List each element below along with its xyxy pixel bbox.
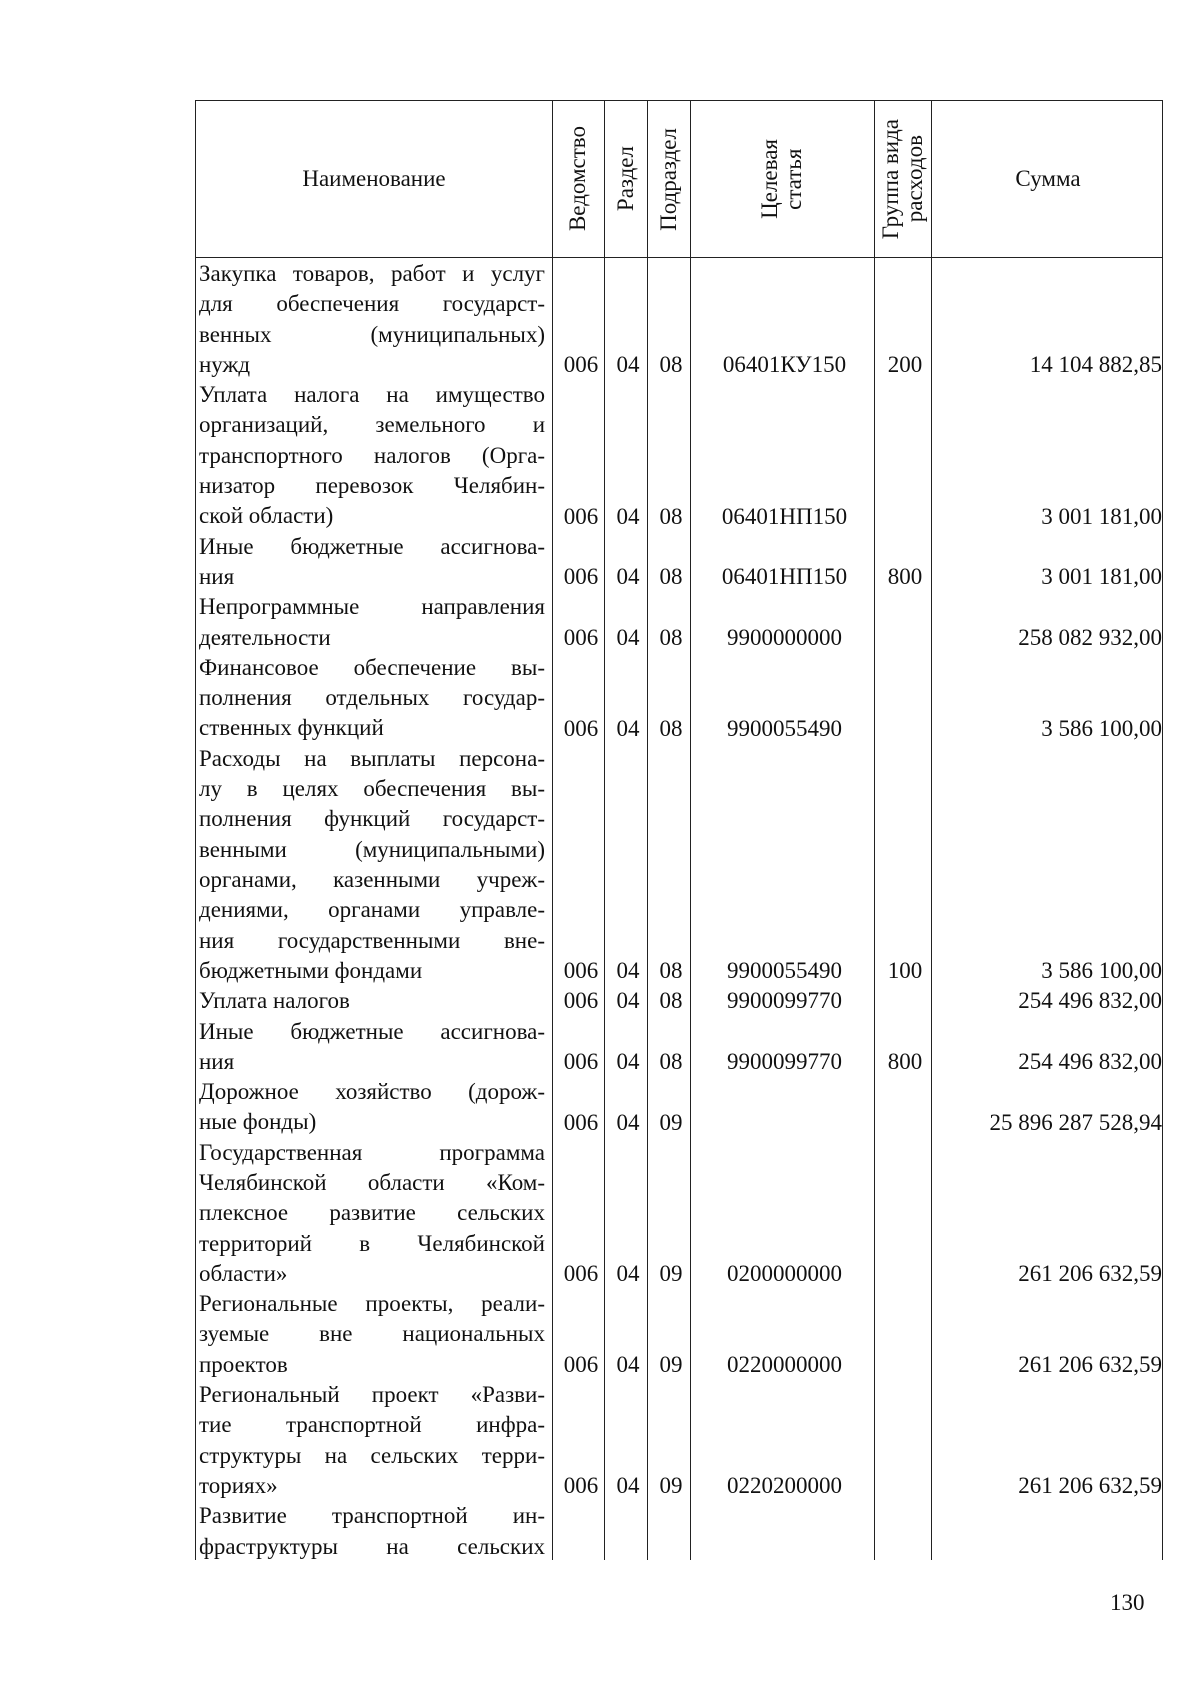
row-sum: 3 586 100,00	[1041, 715, 1162, 741]
row-ved: 006	[563, 715, 599, 741]
row-name	[199, 532, 545, 593]
row-name	[199, 744, 545, 986]
row-pod: 09	[659, 1473, 683, 1499]
row-cel: 0220000000	[727, 1352, 842, 1378]
budget-table	[195, 100, 1163, 1560]
row-name-line: венными (муниципальными)	[199, 836, 545, 862]
row-raz: 04	[616, 715, 640, 741]
row-name-line: Региональный проект «Разви-	[199, 1382, 545, 1408]
row-name-line: Иные бюджетные ассигнова-	[199, 1018, 545, 1044]
row-pod: 08	[659, 715, 683, 741]
header-vedomstvo-label: Ведомство	[565, 126, 591, 232]
row-name-line: Развитие транспортной ин-	[199, 1503, 545, 1529]
row-name-line: венных (муниципальных)	[199, 321, 545, 347]
row-raz: 04	[616, 503, 640, 529]
row-ved: 006	[563, 1473, 599, 1499]
row-name-line: ториях»	[199, 1472, 278, 1498]
row-name-line: дениями, органами управле-	[199, 897, 545, 923]
row-pod: 08	[659, 1049, 683, 1075]
row-name	[199, 1380, 545, 1501]
row-name-line: ской области)	[199, 503, 334, 529]
row-cel: 06401НП150	[721, 503, 848, 529]
header-name	[196, 101, 552, 257]
row-grp: 800	[887, 564, 923, 590]
header-celevaya-label	[758, 139, 806, 219]
row-pod: 08	[659, 988, 683, 1014]
table-row	[196, 1138, 1164, 1290]
table-row	[196, 1380, 1164, 1501]
header-name-label: Наименование	[302, 166, 446, 191]
row-sum: 254 496 832,00	[1018, 1049, 1162, 1075]
row-name-line: полнения функций государст-	[199, 806, 545, 832]
row-pod: 08	[659, 564, 683, 590]
row-name-line: Челябинской области «Ком-	[199, 1169, 545, 1195]
row-raz: 04	[616, 624, 640, 650]
row-ved: 006	[563, 1261, 599, 1287]
table-row	[196, 986, 1164, 1016]
row-sum: 254 496 832,00	[1018, 988, 1162, 1014]
row-name-line: Расходы на выплаты персона-	[199, 745, 545, 771]
row-ved: 006	[563, 958, 599, 984]
row-name	[199, 1077, 545, 1138]
row-name-line: полнения отдельных государ-	[199, 685, 545, 711]
row-grp: 100	[887, 958, 923, 984]
row-name-line: области»	[199, 1260, 288, 1286]
row-cel: 06401НП150	[721, 564, 848, 590]
row-raz: 04	[616, 1261, 640, 1287]
table-row	[196, 592, 1164, 653]
header-gruppa-line2: расходов	[902, 135, 927, 223]
row-ved: 006	[563, 624, 599, 650]
header-gruppa-label	[879, 119, 927, 239]
header-razdel-label: Раздел	[612, 146, 638, 212]
row-name-line: низатор перевозок Челябин-	[199, 473, 545, 499]
row-pod: 08	[659, 624, 683, 650]
row-name-line: Дорожное хозяйство (дорож-	[199, 1079, 545, 1105]
row-name	[199, 1017, 545, 1078]
header-summa-label: Сумма	[1015, 166, 1081, 191]
row-name-line: Уплата налогов	[199, 988, 350, 1014]
row-ved: 006	[563, 988, 599, 1014]
row-cel: 0200000000	[727, 1261, 842, 1287]
row-pod: 08	[659, 503, 683, 529]
row-name-line: Уплата налога на имущество	[199, 382, 545, 408]
row-name-line: деятельности	[199, 624, 331, 650]
row-raz: 04	[616, 352, 640, 378]
row-raz: 04	[616, 1049, 640, 1075]
row-name	[199, 592, 545, 653]
header-razdel	[605, 101, 647, 257]
row-name-line: нужд	[199, 351, 251, 377]
row-name-line: структуры на сельских терри-	[199, 1442, 545, 1468]
row-name-line: тие транспортной инфра-	[199, 1412, 545, 1438]
row-sum: 3 586 100,00	[1041, 958, 1162, 984]
table-row	[196, 259, 1164, 380]
row-sum: 14 104 882,85	[1029, 352, 1162, 378]
row-raz: 04	[616, 1352, 640, 1378]
table-row	[196, 532, 1164, 593]
row-grp: 800	[887, 1049, 923, 1075]
row-name	[199, 1501, 545, 1562]
row-name-line: Финансовое обеспечение вы-	[199, 654, 545, 680]
row-name-line: транспортного налогов (Орга-	[199, 442, 545, 468]
row-cel: 9900099770	[727, 988, 842, 1014]
row-raz: 04	[616, 988, 640, 1014]
row-raz: 04	[616, 1473, 640, 1499]
row-ved: 006	[563, 1049, 599, 1075]
table-row	[196, 1077, 1164, 1138]
row-name-line: ные фонды)	[199, 1109, 317, 1135]
row-name-line: ния	[199, 1048, 235, 1074]
row-name-line: территорий в Челябинской	[199, 1230, 545, 1256]
row-pod: 09	[659, 1109, 683, 1135]
row-pod: 08	[659, 958, 683, 984]
row-sum: 261 206 632,59	[1018, 1473, 1162, 1499]
row-name-line: фраструктуры на сельских	[199, 1533, 545, 1559]
header-celevaya-line2: статья	[781, 148, 807, 210]
row-name-line: Региональные проекты, реали-	[199, 1291, 545, 1317]
row-sum: 261 206 632,59	[1018, 1261, 1162, 1287]
row-name	[199, 1289, 545, 1380]
row-cel: 9900055490	[727, 715, 842, 741]
row-name-line: Непрограммные направления	[199, 594, 545, 620]
row-cel: 0220200000	[727, 1473, 842, 1499]
row-pod: 09	[659, 1261, 683, 1287]
header-celevaya	[691, 101, 874, 257]
row-cel: 9900055490	[727, 958, 842, 984]
row-name-line: органами, казенными учреж-	[199, 866, 545, 892]
header-podrazdel	[648, 101, 690, 257]
page-number: 130	[1110, 1590, 1145, 1615]
row-name-line: для обеспечения государст-	[199, 291, 545, 317]
row-sum: 261 206 632,59	[1018, 1352, 1162, 1378]
table-row	[196, 744, 1164, 986]
row-name-line: организаций, земельного и	[199, 412, 545, 438]
header-podrazdel-label: Подраздел	[655, 127, 681, 231]
row-cel: 9900099770	[727, 1049, 842, 1075]
header-gruppa-line1: Группа вида	[877, 118, 903, 240]
row-name-line: Иные бюджетные ассигнова-	[199, 533, 545, 559]
row-ved: 006	[563, 1352, 599, 1378]
row-ved: 006	[563, 503, 599, 529]
row-pod: 08	[659, 352, 683, 378]
header-divider	[196, 257, 1162, 258]
row-pod: 09	[659, 1352, 683, 1378]
row-sum: 25 896 287 528,94	[989, 1109, 1162, 1135]
row-name	[199, 380, 545, 531]
row-grp: 200	[887, 352, 923, 378]
row-name	[199, 653, 545, 744]
row-name-line: плексное развитие сельских	[199, 1200, 545, 1226]
table-row	[196, 380, 1164, 532]
row-name-line: ния	[199, 563, 235, 589]
row-name-line: лу в целях обеспечения вы-	[199, 776, 545, 802]
header-vedomstvo	[553, 101, 604, 257]
row-ved: 006	[563, 1109, 599, 1135]
row-name-line: ния государственными вне-	[199, 927, 545, 953]
table-row	[196, 1289, 1164, 1380]
row-name-line: ственных функций	[199, 715, 384, 741]
table-row	[196, 653, 1164, 744]
row-cel: 06401КУ150	[722, 352, 847, 378]
row-sum: 3 001 181,00	[1041, 564, 1162, 590]
row-name	[199, 1138, 545, 1289]
row-name-line: зуемые вне национальных	[199, 1321, 545, 1347]
row-name-line: бюджетными фондами	[199, 957, 423, 983]
row-name-line: проектов	[199, 1351, 288, 1377]
row-ved: 006	[563, 564, 599, 590]
row-raz: 04	[616, 1109, 640, 1135]
row-cel: 9900000000	[727, 624, 842, 650]
row-name-line: Государственная программа	[199, 1139, 545, 1165]
row-raz: 04	[616, 958, 640, 984]
header-gruppa	[875, 101, 931, 257]
table-row	[196, 1017, 1164, 1078]
row-raz: 04	[616, 564, 640, 590]
row-name	[199, 986, 545, 1016]
row-name-line: Закупка товаров, работ и услуг	[199, 261, 545, 286]
table-row	[196, 1501, 1164, 1562]
header-celevaya-line1: Целевая	[757, 139, 783, 219]
row-name	[199, 259, 545, 380]
header-summa	[932, 101, 1164, 257]
row-sum: 3 001 181,00	[1041, 503, 1162, 529]
row-ved: 006	[563, 352, 599, 378]
row-sum: 258 082 932,00	[1018, 624, 1162, 650]
